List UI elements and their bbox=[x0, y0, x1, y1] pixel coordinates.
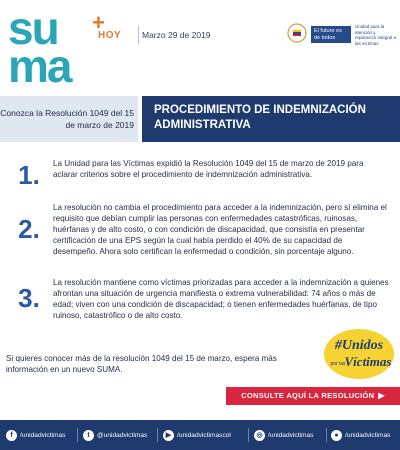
social-facebook[interactable] bbox=[6, 420, 65, 450]
item-number: 2. bbox=[18, 214, 40, 244]
title-band bbox=[0, 96, 400, 142]
social-divider bbox=[248, 428, 249, 442]
svg-text:su: su bbox=[8, 8, 58, 54]
suma-logo bbox=[8, 8, 126, 84]
unidos-por-las-victimas-badge bbox=[322, 327, 396, 381]
item-text: La Unidad para las Víctimas expidió la Resolución 1049 del 15 de marzo de 2019 para aclarar criterios sobre el procedimiento de indemnización administrativa. bbox=[53, 159, 364, 179]
svg-text:ma: ma bbox=[8, 40, 71, 84]
social-twitter[interactable] bbox=[83, 420, 147, 450]
unit-name: Unidad para la atención y reparación integral a las víctimas bbox=[355, 24, 397, 46]
page-title: PROCEDIMIENTO DE INDEMNIZACIÓN ADMINISTRATIVA bbox=[154, 104, 366, 131]
header bbox=[0, 0, 400, 88]
item-text: La resolución no cambia el procedimiento para acceder a la indemnización, pero sí elimina el requisito que debían cumplir las personas con enfermedades catastróficas, ruinosas, huérfanas y de alto costo, o con condición de discapacidad, que consistía en presentar certificación de una EPS según la cual había perdido el 40% de su capacidad de desempeño. Ahora solo certifican la enfermedad o condición, sin porcentaje alguno. bbox=[53, 203, 387, 256]
logo-plus-icon: + bbox=[92, 10, 105, 35]
subtitle: Conozca la Resolución 1049 del 15 de marzo de 2019 bbox=[0, 108, 134, 130]
youtube-icon: ▶ bbox=[163, 430, 174, 441]
social-youtube[interactable] bbox=[163, 420, 231, 450]
subtitle-box bbox=[0, 96, 138, 142]
footer-note: Si quieres conocer más de la resolución 1049 del 15 de marzo, espera más información en un nuevo SUMA. bbox=[6, 354, 277, 374]
social-handle: /unidadvictimas bbox=[345, 431, 391, 439]
government-logo bbox=[287, 21, 397, 47]
issue-date: Marzo 29 de 2019 bbox=[142, 30, 211, 40]
social-handle: /unidadvictimascol bbox=[177, 431, 231, 439]
instagram-icon: ◎ bbox=[254, 430, 265, 441]
facebook-icon: f bbox=[6, 430, 17, 441]
twitter-icon: t bbox=[83, 430, 94, 441]
flickr-icon: ● bbox=[331, 430, 342, 441]
social-flickr[interactable] bbox=[331, 420, 390, 450]
logo-hoy: HOY bbox=[98, 30, 122, 41]
social-bar bbox=[0, 420, 400, 450]
item-text: La resolución mantiene como víctimas priorizadas para acceder a la indemnización a quienes afrontan una situación de urgencia manifiesta o extrema vulnerabilidad: 74 años o más de edad; viven con una condición de discapacidad; o tienen enfermedades huérfanas, de tipo ruinoso, catastrófico o de alto costo. bbox=[53, 278, 389, 320]
badge-line1: #Unidos bbox=[334, 338, 384, 353]
social-handle: @unidadvictimas bbox=[97, 431, 148, 439]
social-divider bbox=[77, 428, 78, 442]
gov-slogan: El futuro es de todos bbox=[311, 26, 351, 43]
social-divider bbox=[157, 428, 158, 442]
item-number: 3. bbox=[18, 283, 40, 313]
badge-line2: por las bbox=[330, 361, 346, 367]
item-number: 1. bbox=[18, 160, 40, 190]
colombia-seal-icon bbox=[287, 23, 307, 43]
play-arrow-icon: ▶ bbox=[378, 391, 385, 400]
title-box bbox=[142, 96, 400, 142]
social-divider bbox=[326, 428, 327, 442]
social-handle: /unidadvictimas bbox=[20, 431, 66, 439]
cta-label: CONSULTE AQUÍ LA RESOLUCIÓN bbox=[241, 391, 375, 400]
badge-line3: Víctimas bbox=[344, 354, 392, 369]
social-instagram[interactable] bbox=[254, 420, 313, 450]
header-divider bbox=[138, 26, 139, 44]
consult-resolution-button[interactable] bbox=[226, 387, 400, 405]
social-handle: /unidadvictimas bbox=[268, 431, 314, 439]
